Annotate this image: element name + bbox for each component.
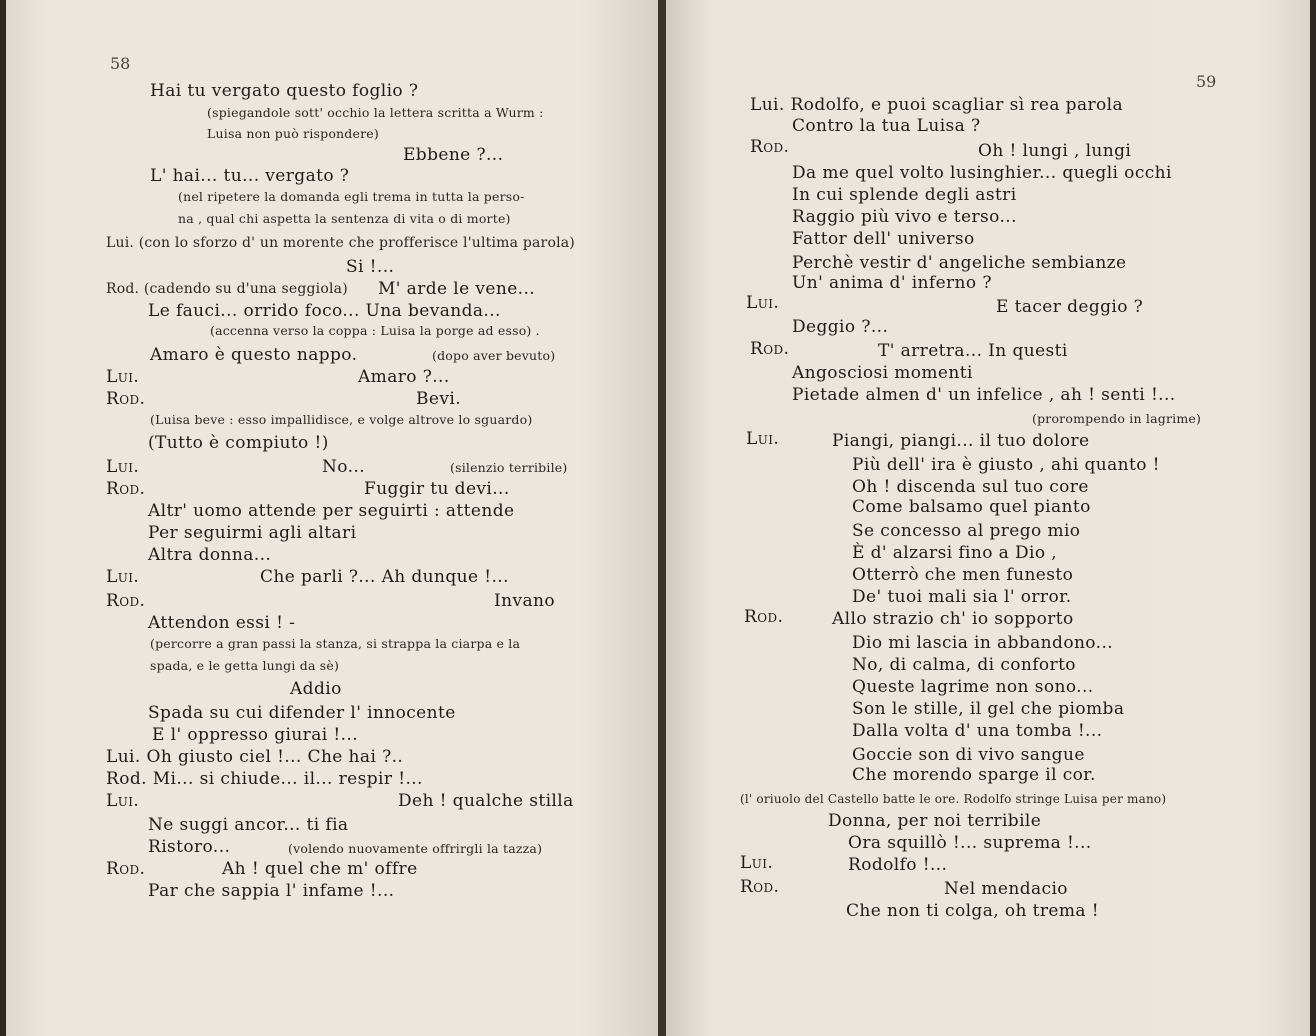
- text-line: Oh ! discenda sul tuo core: [852, 477, 1089, 497]
- stage-direction: (l' oriuolo del Castello batte le ore. Rodolfo stringe Luisa per mano): [740, 792, 1167, 806]
- page-number-right: 59: [1196, 72, 1217, 91]
- speaker-name: Lui.: [746, 429, 780, 449]
- text-line: Lui. Oh giusto ciel !... Che hai ?..: [106, 747, 404, 767]
- text-line: Oh ! lungi , lungi: [978, 141, 1132, 161]
- stage-direction: (dopo aver bevuto): [432, 348, 556, 363]
- speaker-name: Lui.: [106, 367, 140, 387]
- text-line: Amaro è questo nappo.: [150, 345, 358, 365]
- speaker-name: Rod.: [106, 591, 146, 611]
- text-line: T' arretra... In questi: [878, 341, 1068, 361]
- page-number-left: 58: [110, 54, 131, 73]
- text-line: Per seguirmi agli altari: [148, 523, 357, 543]
- text-line: Spada su cui difender l' innocente: [148, 703, 456, 723]
- text-line: Le fauci... orrido foco... Una bevanda...: [148, 301, 501, 321]
- speaker-name: Lui.: [106, 567, 140, 587]
- text-line: Fuggir tu devi...: [364, 479, 510, 499]
- text-line: Angosciosi momenti: [792, 363, 973, 383]
- stage-direction: (volendo nuovamente offrirgli la tazza): [288, 841, 543, 856]
- text-line: È d' alzarsi fino a Dio ,: [852, 543, 1058, 563]
- text-line: No, di calma, di conforto: [852, 655, 1076, 675]
- speaker-name: Lui.: [746, 293, 780, 313]
- text-line: Ristoro...: [148, 837, 231, 857]
- text-line: E l' oppresso giurai !...: [152, 725, 359, 745]
- text-line: Deh ! qualche stilla: [398, 791, 574, 811]
- text-line: Che non ti colga, oh trema !: [846, 901, 1099, 921]
- text-line: Allo strazio ch' io sopporto: [832, 609, 1074, 629]
- stage-direction: na , qual chi aspetta la sentenza di vita o di morte): [178, 211, 511, 226]
- text-line: Altr' uomo attende per seguirti : attende: [148, 501, 515, 521]
- text-line: Addio: [290, 679, 342, 699]
- stage-direction: (prorompendo in lagrime): [1032, 411, 1202, 426]
- text-line: Ne suggi ancor... ti fia: [148, 815, 349, 835]
- text-line: Nel mendacio: [944, 879, 1068, 899]
- text-line: Se concesso al prego mio: [852, 521, 1081, 541]
- text-line: Altra donna...: [148, 545, 272, 565]
- speaker-name: Rod.: [106, 479, 146, 499]
- text-line: Fattor dell' universo: [792, 229, 975, 249]
- speaker-name: Rod.: [750, 137, 790, 157]
- text-line: L' hai... tu... vergato ?: [150, 166, 350, 186]
- text-line: Raggio più vivo e terso...: [792, 207, 1017, 227]
- text-line: Contro la tua Luisa ?: [792, 116, 981, 136]
- speaker-name: Lui.: [740, 853, 774, 873]
- text-line: Ah ! quel che m' offre: [222, 859, 418, 879]
- stage-direction: (accenna verso la coppa : Luisa la porge ad esso) .: [210, 323, 540, 338]
- text-line: M' arde le vene...: [378, 279, 536, 299]
- speaker-name: Lui.: [106, 791, 140, 811]
- text-line: Son le stille, il gel che piomba: [852, 699, 1125, 719]
- text-line: Che parli ?... Ah dunque !...: [260, 567, 509, 587]
- text-line: Un' anima d' inferno ?: [792, 273, 992, 293]
- stage-direction: Luisa non può rispondere): [207, 126, 379, 141]
- text-line: (Tutto è compiuto !): [148, 433, 329, 453]
- text-line: Piangi, piangi... il tuo dolore: [832, 431, 1090, 451]
- speaker-name: Rod.: [106, 389, 146, 409]
- text-line: No...: [322, 457, 366, 477]
- text-line: Pietade almen d' un infelice , ah ! senti !...: [792, 385, 1176, 405]
- text-line: Otterrò che men funesto: [852, 565, 1074, 585]
- text-line: Rodolfo !...: [848, 855, 948, 875]
- book-gutter: [658, 0, 666, 1036]
- text-line: E tacer deggio ?: [996, 297, 1144, 317]
- text-line: Deggio ?...: [792, 317, 889, 337]
- text-line: Perchè vestir d' angeliche sembianze: [792, 253, 1127, 273]
- speaker-name: Rod.: [106, 859, 146, 879]
- text-line: Attendon essi ! -: [148, 613, 296, 633]
- text-line: Ebbene ?...: [403, 145, 504, 165]
- text-line: Lui. Rodolfo, e puoi scagliar sì rea parola: [750, 95, 1124, 115]
- text-line: Da me quel volto lusinghier... quegli occhi: [792, 163, 1172, 183]
- text-line: Donna, per noi terribile: [828, 811, 1042, 831]
- speaker-name: Rod.: [740, 877, 780, 897]
- stage-direction: (percorre a gran passi la stanza, si strappa la ciarpa e la: [150, 636, 521, 651]
- text-line: Amaro ?...: [358, 367, 450, 387]
- text-line: De' tuoi mali sia l' orror.: [852, 587, 1072, 607]
- text-line: In cui splende degli astri: [792, 185, 1017, 205]
- stage-direction: spada, e le getta lungi da sè): [150, 658, 340, 673]
- text-line: Ora squillò !... suprema !...: [848, 833, 1092, 853]
- text-line: Più dell' ira è giusto , ahi quanto !: [852, 455, 1160, 475]
- text-line: Queste lagrime non sono...: [852, 677, 1094, 697]
- text-line: Dio mi lascia in abbandono...: [852, 633, 1114, 653]
- speaker-direction: Rod. (cadendo su d'una seggiola): [106, 281, 348, 297]
- text-line: Dalla volta d' una tomba !...: [852, 721, 1103, 741]
- text-line: Che morendo sparge il cor.: [852, 765, 1096, 785]
- speaker-name: Lui.: [106, 457, 140, 477]
- text-line: Invano: [494, 591, 555, 611]
- stage-direction: (Luisa beve : esso impallidisce, e volge altrove lo sguardo): [150, 412, 533, 427]
- text-line: Come balsamo quel pianto: [852, 497, 1091, 517]
- text-line: Goccie son di vivo sangue: [852, 745, 1085, 765]
- text-line: Si !...: [346, 257, 395, 277]
- speaker-name: Rod.: [744, 607, 784, 627]
- stage-direction: (silenzio terribile): [450, 460, 568, 475]
- text-line: Par che sappia l' infame !...: [148, 881, 395, 901]
- text-line: Bevi.: [416, 389, 461, 409]
- speaker-direction: Lui. (con lo sforzo d' un morente che profferisce l'ultima parola): [106, 235, 575, 251]
- speaker-name: Rod.: [750, 339, 790, 359]
- stage-direction: (nel ripetere la domanda egli trema in tutta la perso-: [178, 189, 525, 204]
- text-line: Hai tu vergato questo foglio ?: [150, 81, 419, 101]
- stage-direction: (spiegandole sott' occhio la lettera scritta a Wurm :: [207, 105, 544, 120]
- text-line: Rod. Mi... si chiude... il... respir !...: [106, 769, 423, 789]
